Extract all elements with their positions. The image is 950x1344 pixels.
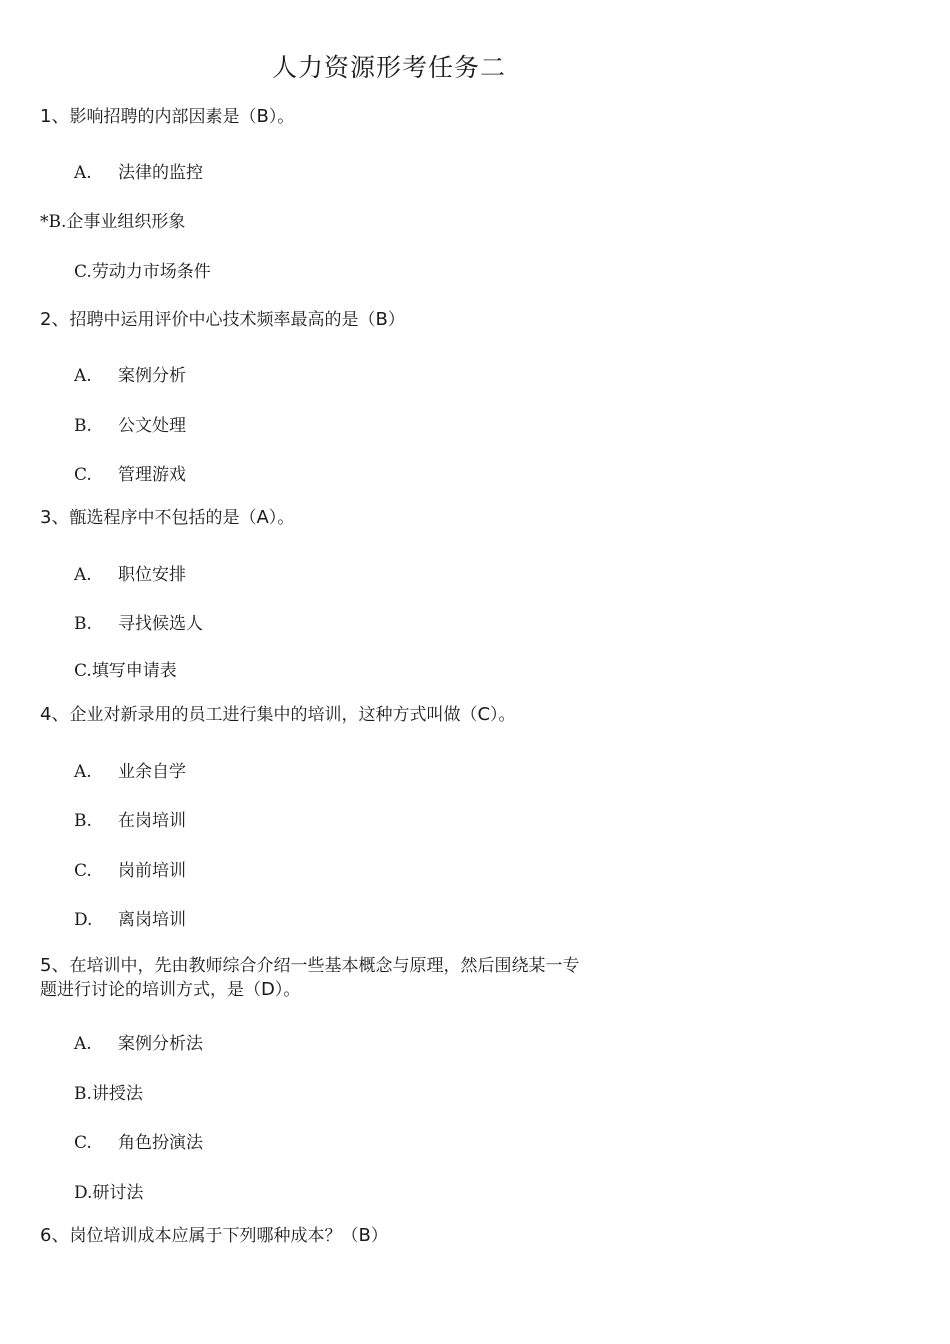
option-item — [74, 563, 186, 587]
option-letter: A. — [74, 762, 92, 782]
option-text: 案例分析法 — [118, 1034, 203, 1054]
question-2 — [40, 308, 405, 332]
option-letter: B. — [74, 614, 92, 634]
option-text: 离岗培训 — [118, 910, 186, 930]
option-text: 填写申请表 — [91, 661, 177, 681]
option-letter: C. — [74, 262, 92, 282]
question-suffix: ）。 — [274, 980, 301, 1000]
option-item — [74, 463, 186, 487]
option-text: 案例分析 — [118, 366, 186, 386]
question-text: 在培训中，先由教师综合介绍一些基本概念与原理，然后围绕某一专题进行讨论的培训方式，是（ — [40, 956, 580, 1000]
question-number: 5、 — [40, 955, 70, 976]
question-text: 招聘中运用评价中心技术频率最高的是（ — [69, 310, 376, 330]
question-answer: B — [375, 309, 388, 330]
option-item — [74, 859, 186, 883]
option-item — [74, 1131, 203, 1155]
question-number: 3、 — [40, 507, 70, 528]
option-item — [74, 612, 203, 636]
option-text: 职位安排 — [118, 565, 186, 585]
option-text: 法律的监控 — [118, 163, 203, 183]
question-answer: B — [358, 1225, 371, 1246]
question-text: 甑选程序中不包括的是（ — [69, 508, 257, 528]
question-number: 1、 — [40, 106, 70, 127]
question-answer: C — [477, 704, 491, 725]
option-letter: D. — [74, 910, 93, 930]
option-text: 业余自学 — [118, 762, 186, 782]
option-text: 研讨法 — [92, 1183, 144, 1203]
option-text: 劳动力市场条件 — [91, 262, 211, 282]
option-letter: A. — [74, 366, 92, 386]
option-letter: C. — [74, 465, 92, 485]
option-letter: B. — [74, 1084, 92, 1104]
question-3 — [40, 506, 294, 530]
option-item — [74, 659, 177, 683]
question-suffix: ） — [370, 1226, 388, 1246]
option-text: 讲授法 — [91, 1084, 143, 1104]
question-text: 岗位培训成本应属于下列哪种成本？（ — [69, 1226, 359, 1246]
option-text: 角色扮演法 — [118, 1133, 203, 1153]
option-item — [74, 1082, 143, 1106]
question-number: 6、 — [40, 1225, 70, 1246]
option-letter: B. — [74, 416, 92, 436]
question-number: 2、 — [40, 309, 70, 330]
option-item — [74, 1032, 203, 1056]
question-number: 4、 — [40, 704, 70, 725]
question-suffix: ）。 — [268, 508, 295, 528]
option-item — [74, 809, 186, 833]
question-4 — [40, 703, 516, 727]
option-text: 公文处理 — [118, 416, 186, 436]
option-text: 管理游戏 — [118, 465, 186, 485]
question-answer: A — [256, 507, 269, 528]
option-letter: D. — [74, 1183, 93, 1203]
question-answer: B — [256, 106, 269, 127]
option-letter: A. — [74, 1034, 92, 1054]
question-text: 企业对新录用的员工进行集中的培训，这种方式叫做（ — [69, 705, 478, 725]
option-letter: C. — [74, 1133, 92, 1153]
option-item — [74, 760, 186, 784]
question-5 — [40, 954, 580, 1002]
question-6 — [40, 1224, 388, 1248]
question-answer: D — [261, 979, 275, 1000]
question-suffix: ）。 — [268, 107, 295, 127]
option-item — [74, 1181, 143, 1205]
question-text: 影响招聘的内部因素是（ — [69, 107, 257, 127]
question-1 — [40, 105, 294, 129]
option-item — [74, 364, 186, 388]
option-item — [74, 414, 186, 438]
option-item — [40, 210, 185, 234]
option-item — [74, 161, 203, 185]
document-title: 人力资源形考任务二 — [272, 53, 507, 82]
option-letter: B. — [74, 811, 92, 831]
option-letter: A. — [74, 163, 92, 183]
question-suffix: ） — [387, 310, 405, 330]
option-letter: A. — [74, 565, 92, 585]
option-text: 企事业组织形象 — [66, 212, 186, 232]
option-letter: C. — [74, 661, 92, 681]
option-text: 寻找候选人 — [118, 614, 203, 634]
option-item — [74, 908, 186, 932]
option-item — [74, 260, 211, 284]
option-letter: *B. — [40, 212, 67, 232]
question-suffix: ）。 — [490, 705, 516, 725]
option-letter: C. — [74, 861, 92, 881]
option-text: 岗前培训 — [118, 861, 186, 881]
option-text: 在岗培训 — [118, 811, 186, 831]
